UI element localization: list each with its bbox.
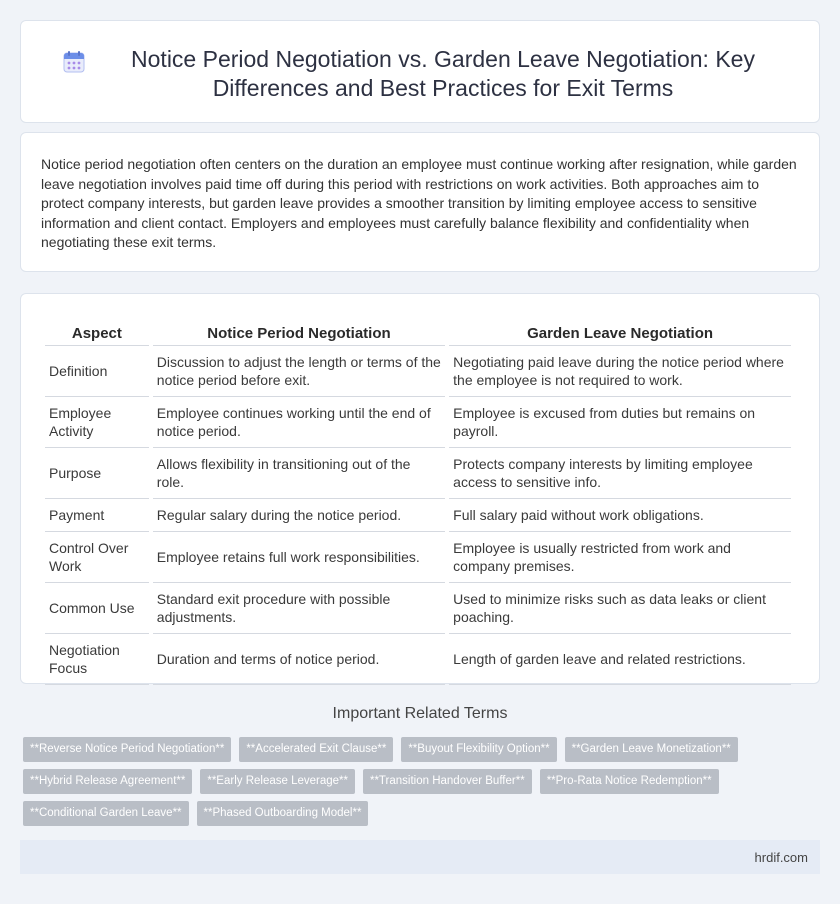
row-notice: Regular salary during the notice period. [153, 499, 445, 532]
row-garden: Protects company interests by limiting employee access to sensitive info. [449, 448, 791, 499]
table-row [45, 532, 791, 583]
row-notice: Employee retains full work responsibilities. [153, 532, 445, 583]
page-title: Notice Period Negotiation vs. Garden Leave Negotiation: Key Differences and Best Practices for Exit Terms [131, 46, 755, 101]
footer-site-link[interactable]: hrdif.com [754, 849, 808, 865]
row-notice: Duration and terms of notice period. [153, 634, 445, 685]
table-row [45, 583, 791, 634]
row-aspect: Employee Activity [45, 397, 149, 448]
footer [20, 840, 820, 874]
title-card [20, 20, 820, 123]
header-aspect: Aspect [45, 314, 149, 346]
comparison-card [20, 293, 820, 684]
row-garden: Negotiating paid leave during the notice period where the employee is not required to work. [449, 346, 791, 397]
related-term-tag[interactable]: **Accelerated Exit Clause** [239, 737, 393, 762]
table-header-row [45, 314, 791, 346]
related-term-tag[interactable]: **Early Release Leverage** [200, 769, 355, 794]
row-garden: Employee is usually restricted from work and company premises. [449, 532, 791, 583]
row-garden: Employee is excused from duties but remains on payroll. [449, 397, 791, 448]
row-aspect: Definition [45, 346, 149, 397]
row-aspect: Payment [45, 499, 149, 532]
related-term-tag[interactable]: **Hybrid Release Agreement** [23, 769, 192, 794]
row-aspect: Negotiation Focus [45, 634, 149, 685]
header-garden-leave: Garden Leave Negotiation [449, 314, 791, 346]
row-notice: Allows flexibility in transitioning out of the role. [153, 448, 445, 499]
header-notice-period: Notice Period Negotiation [153, 314, 445, 346]
intro-card [20, 132, 820, 272]
related-term-tag[interactable]: **Phased Outboarding Model** [197, 801, 369, 826]
related-term-tag[interactable]: **Garden Leave Monetization** [565, 737, 738, 762]
related-term-tag[interactable]: **Transition Handover Buffer** [363, 769, 532, 794]
related-terms-list [23, 737, 803, 833]
table-row [45, 397, 791, 448]
related-term-tag[interactable]: **Conditional Garden Leave** [23, 801, 189, 826]
table-row [45, 634, 791, 685]
row-notice: Employee continues working until the end of notice period. [153, 397, 445, 448]
comparison-table [41, 314, 795, 685]
row-notice: Standard exit procedure with possible adjustments. [153, 583, 445, 634]
row-aspect: Control Over Work [45, 532, 149, 583]
table-row [45, 448, 791, 499]
intro-paragraph: Notice period negotiation often centers on the duration an employee must continue working after resignation, while garden leave negotiation involves paid time off during this period with restrictions on work activities. Both approaches aim to protect company interests, but garden leave provides a smoother transition by limiting employee access to sensitive information and client contact. Employers and employees must carefully balance flexibility and confidentiality when negotiating these exit terms. [41, 156, 797, 250]
row-garden: Length of garden leave and related restrictions. [449, 634, 791, 685]
related-terms-heading: Important Related Terms [332, 705, 508, 722]
related-term-tag[interactable]: **Reverse Notice Period Negotiation** [23, 737, 231, 762]
row-garden: Used to minimize risks such as data leaks or client poaching. [449, 583, 791, 634]
row-notice: Discussion to adjust the length or terms of the notice period before exit. [153, 346, 445, 397]
related-term-tag[interactable]: **Buyout Flexibility Option** [401, 737, 556, 762]
row-aspect: Common Use [45, 583, 149, 634]
related-term-tag[interactable]: **Pro-Rata Notice Redemption** [540, 769, 719, 794]
table-row [45, 346, 791, 397]
calendar-icon [61, 49, 87, 75]
row-aspect: Purpose [45, 448, 149, 499]
table-row [45, 499, 791, 532]
row-garden: Full salary paid without work obligations. [449, 499, 791, 532]
